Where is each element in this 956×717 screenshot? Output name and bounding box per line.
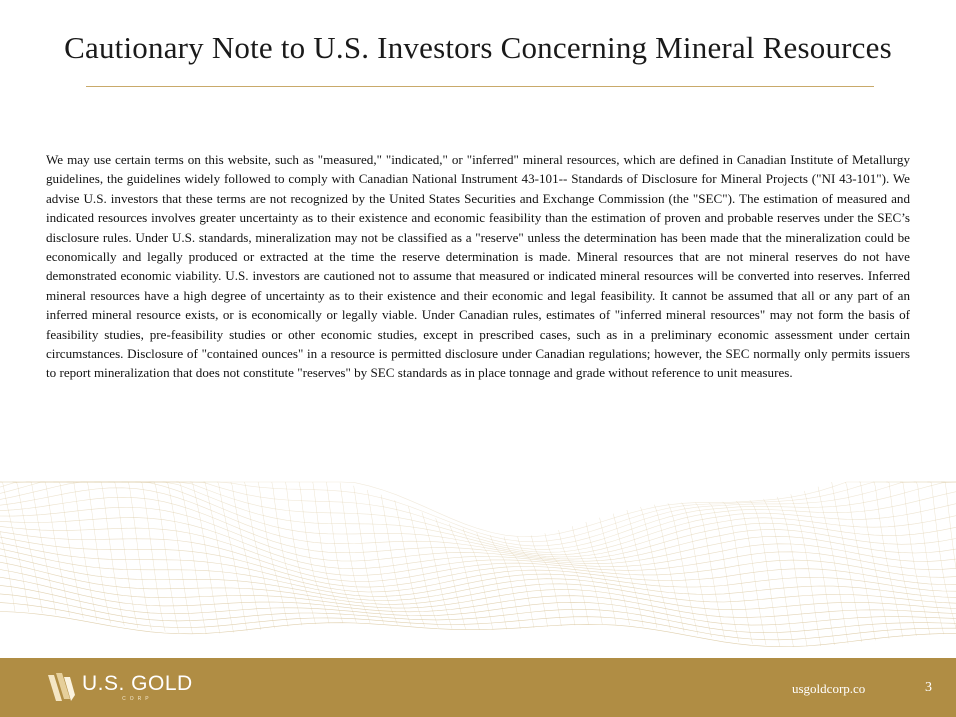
gold-bars-logo-icon (46, 671, 76, 705)
terrain-contour-line (0, 612, 956, 647)
terrain-grid-line (736, 501, 766, 645)
terrain-grid-line (299, 482, 329, 623)
logo-subtitle: CORP (122, 696, 153, 702)
terrain-grid-line (176, 482, 206, 634)
terrain-grid-line (135, 482, 165, 632)
terrain-grid-line (217, 482, 247, 631)
terrain-grid-line (845, 482, 875, 640)
terrain-grid-line (272, 482, 302, 625)
terrain-grid-line (408, 506, 438, 628)
terrain-grid-line (81, 482, 111, 623)
terrain-grid-line (818, 487, 848, 644)
terrain-contour-line (0, 562, 956, 604)
company-logo (46, 670, 193, 706)
terrain-grid-line (723, 502, 753, 644)
terrain-contour-line (0, 482, 956, 555)
terrain-grid-line (231, 482, 261, 630)
terrain-contour-line (0, 555, 956, 600)
logo-wordmark (82, 673, 193, 703)
title-divider (86, 86, 874, 87)
terrain-grid-line (258, 482, 288, 627)
terrain-grid-line (67, 482, 97, 621)
terrain-grid-line (40, 482, 70, 616)
terrain-grid-line (668, 503, 698, 634)
terrain-grid-line (859, 482, 889, 639)
terrain-grid-line (245, 482, 275, 628)
terrain-grid-line (122, 482, 152, 630)
terrain-grid-line (449, 524, 479, 630)
page-number: 3 (925, 680, 932, 695)
logo-name: U.S. GOLD (82, 672, 193, 695)
terrain-grid-line (436, 518, 466, 629)
terrain-grid-line (600, 518, 630, 625)
terrain-contour-line (0, 543, 956, 592)
slide-title: Cautionary Note to U.S. Investors Concerning Mineral Resources (64, 30, 892, 65)
terrain-grid-line (108, 482, 138, 628)
website-link[interactable]: usgoldcorp.co (792, 681, 866, 696)
terrain-grid-line (354, 486, 384, 624)
terrain-grid-line (682, 503, 712, 637)
cautionary-note-text: We may use certain terms on this website, such as "measured," "indicated," or "inferred" mineral resources, which are defined in Canadian Institute of Metallurgy guidelines, the guidelines widely followed to comply with Canadian National Instrument 43-101-- Standards of Disclosure for Mineral Projects ("NI 43-101"). We advise U.S. investors that these terms are not recognized by the United States Securities and Exchange Commission (the "SEC"). The estimation of measured and indicated resources involves greater uncertainty as to their existence and economic feasibility than the estimation of proven and probable reserves under the SEC’s disclosure rules. Under U.S. standards, mineralization may not be classified as a "reserve" unless the determination has been made that the mineralization could be economically and legally produced or extracted at the time the reserve determination is made. Mineral resources that are not mineral reserves do not have demonstrated economic viability. U.S. investors are cautioned not to assume that measured or indicated mineral resources will be converted into reserves. Inferred mineral resources have a high degree of uncertainty as to their existence and their economic and legal feasibility. It cannot be assumed that all or any part of an inferred mineral resource exists, or is economically or legally viable. Under Canadian rules, estimates of "inferred mineral resources" may not form the basis of feasibility studies, pre-feasibility studies or other economic studies, except in prescribed cases, such as in a preliminary economic assessment under certain circumstances. Disclosure of "contained ounces" in a resource is permitted disclosure under Canadian regulations; however, the SEC normally only permits issuers to report mineralization that does not constitute "reserves" by SEC standards as in place tonnage and grade without reference to unit measures. (46, 152, 910, 381)
terrain-grid-line (94, 482, 124, 626)
terrain-grid-line (190, 482, 220, 633)
terrain-wireframe-background (0, 480, 956, 658)
terrain-grid-line (0, 482, 15, 612)
footer-bar (0, 658, 956, 717)
terrain-grid-line (695, 503, 725, 640)
terrain-contour-line (0, 603, 956, 640)
terrain-grid-line (163, 482, 193, 634)
terrain-grid-line (709, 503, 739, 642)
terrain-contour-line (0, 526, 956, 575)
terrain-grid-line (941, 482, 956, 633)
